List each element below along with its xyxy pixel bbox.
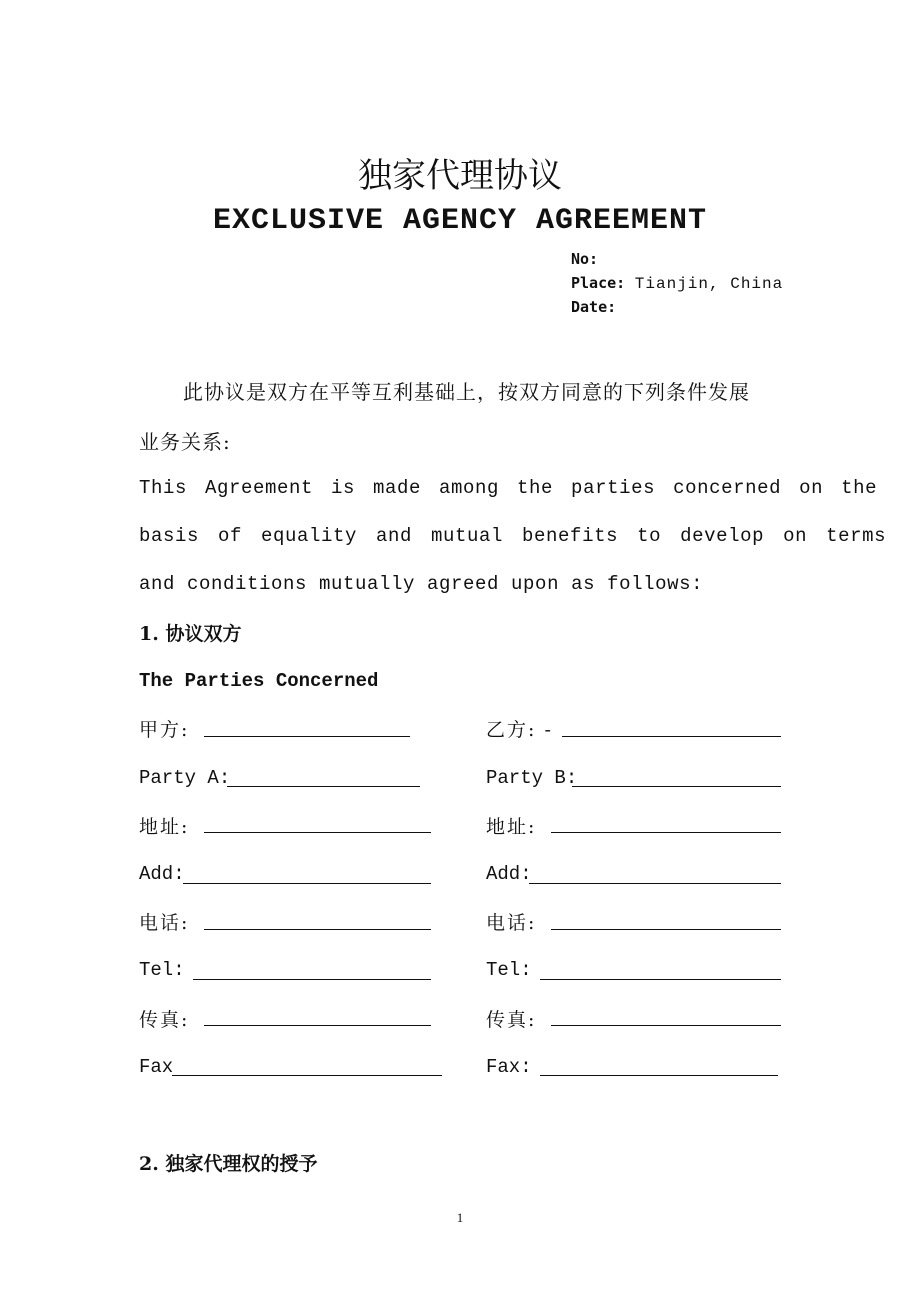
tel-a-en-line[interactable] — [193, 979, 431, 980]
party-a-en-label: Party A: — [139, 767, 231, 789]
address-a-cn-line[interactable] — [204, 832, 431, 833]
meta-no-label: No: — [571, 250, 599, 268]
tel-b-en-line[interactable] — [540, 979, 781, 980]
party-b-en-line[interactable] — [572, 786, 781, 787]
fax-b-en-line[interactable] — [540, 1075, 778, 1076]
title-english: EXCLUSIVE AGENCY AGREEMENT — [212, 204, 708, 238]
intro-en-line-2: basis of equality and mutual benefits to develop on terms — [139, 525, 887, 547]
meta-place — [571, 274, 783, 293]
party-b-cn-line[interactable] — [562, 736, 781, 737]
page-number: 1 — [456, 1210, 464, 1225]
add-a-en-label: Add: — [139, 863, 185, 885]
party-a-en-line[interactable] — [227, 786, 420, 787]
tel-a-cn-line[interactable] — [204, 929, 431, 930]
fax-a-cn-label: 传真: — [139, 1009, 190, 1031]
fax-a-en-line[interactable] — [172, 1075, 442, 1076]
section-1-heading-cn: 1. 协议双方 — [139, 623, 242, 645]
tel-b-cn-label: 电话: — [486, 912, 537, 934]
fax-b-cn-line[interactable] — [551, 1025, 781, 1026]
address-b-cn-line[interactable] — [551, 832, 781, 833]
intro-en-line-1: This Agreement is made among the parties concerned on the — [139, 477, 878, 499]
add-b-en-line[interactable] — [529, 883, 781, 884]
intro-cn-line-2: 业务关系: — [139, 430, 231, 454]
meta-date-label: Date: — [571, 298, 617, 316]
tel-a-cn-label: 电话: — [139, 912, 190, 934]
fax-b-en-label: Fax: — [486, 1056, 532, 1078]
fax-b-cn-label: 传真: — [486, 1009, 537, 1031]
party-a-cn-line[interactable] — [204, 736, 410, 737]
tel-a-en-label: Tel: — [139, 959, 185, 981]
intro-en-line-3: and conditions mutually agreed upon as follows: — [139, 573, 704, 595]
meta-place-value: Tianjin, China — [634, 275, 784, 293]
fax-a-en-label: Fax — [139, 1056, 174, 1078]
meta-date — [571, 298, 616, 317]
fax-a-cn-line[interactable] — [204, 1025, 431, 1026]
party-b-cn-label: 乙方: - — [486, 719, 553, 741]
address-b-cn-label: 地址: — [486, 816, 537, 838]
party-a-cn-label: 甲方: — [139, 719, 190, 741]
address-a-cn-label: 地址: — [139, 816, 190, 838]
meta-no — [571, 250, 598, 269]
party-b-en-label: Party B: — [486, 767, 578, 789]
add-b-en-label: Add: — [486, 863, 532, 885]
intro-cn-line-1: 此协议是双方在平等互利基础上，按双方同意的下列条件发展 — [183, 380, 750, 404]
tel-b-cn-line[interactable] — [551, 929, 781, 930]
title-chinese: 独家代理协议 — [358, 156, 562, 196]
tel-b-en-label: Tel: — [486, 959, 532, 981]
section-2-heading-cn: 2. 独家代理权的授予 — [139, 1153, 318, 1175]
meta-place-label: Place: — [571, 274, 626, 292]
section-1-heading-en: The Parties Concerned — [139, 670, 379, 692]
add-a-en-line[interactable] — [183, 883, 431, 884]
